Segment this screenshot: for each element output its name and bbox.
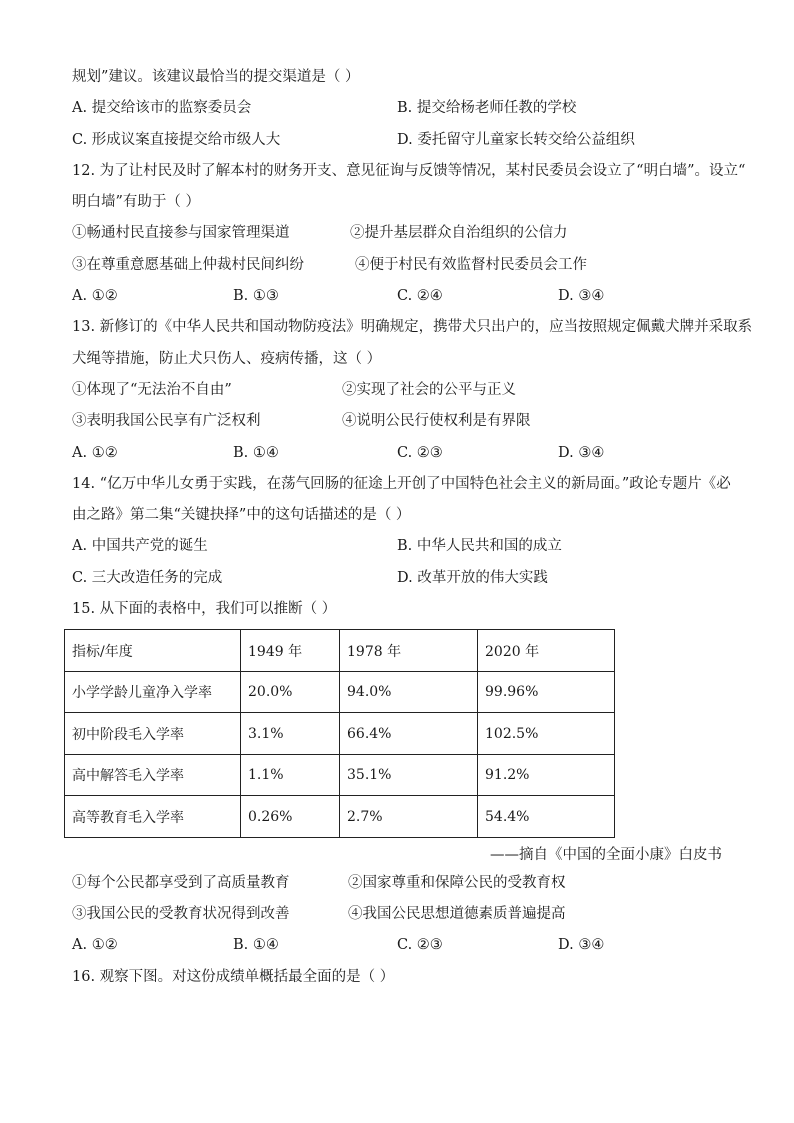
q12-stem-text-2: 明白墙”有助于（ ） [72,194,201,211]
q15-stem [72,594,724,625]
q12-option-a[interactable]: A. ①② [72,288,118,305]
q15-stem-text: 15. 从下面的表格中，我们可以推断（ ） [72,601,337,618]
q14-option-d[interactable]: D. 改革开放的伟大实践 [397,569,548,586]
table-cell: 高等教育毛入学率 [65,796,241,838]
table-cell: 91.2% [478,754,615,796]
q15-statement-3: ③我国公民的受教育状况得到改善 [72,906,290,923]
q15-statement-1: ①每个公民都享受到了高质量教育 [72,874,290,891]
q13-statement-1: ①体现了“无法治不自由” [72,381,232,398]
q13-stem-line2 [72,344,724,375]
q14-stem-line1 [72,469,731,500]
q11-option-b[interactable]: B. 提交给杨老师任教的学校 [397,100,577,117]
q15-options [72,930,724,961]
q14-option-a[interactable]: A. 中国共产党的诞生 [72,538,208,555]
exam-page [72,62,753,993]
q12-statement-2: ②提升基层群众自治组织的公信力 [350,225,568,242]
table-header-row [65,630,615,672]
table-row [65,671,615,713]
q13-options [72,438,724,469]
q15-option-a[interactable]: A. ①② [72,937,118,954]
table-cell: 初中阶段毛入学率 [65,713,241,755]
table-cell: 高中解答毛入学率 [65,754,241,796]
table-header-cell: 指标/年度 [65,630,241,672]
q12-statement-3: ③在尊重意愿基础上仲裁村民间纠纷 [72,256,304,273]
q11-option-d[interactable]: D. 委托留守儿童家长转交给公益组织 [397,131,635,148]
q13-option-a[interactable]: A. ①② [72,444,118,461]
table-cell: 35.1% [340,754,478,796]
q12-option-d[interactable]: D. ③④ [558,288,605,305]
q14-stem-line2 [72,500,724,531]
table-cell: 3.1% [241,713,340,755]
q13-stem-text-2: 犬绳等措施，防止犬只伤人、疫病传播，这（ ） [72,350,382,367]
q11-options-row2 [72,125,724,156]
q14-stem-text-1: 14. “亿万中华儿女勇于实践，在荡气回肠的征途上开创了中国特色社会主义的新局面。”政论专题片《必 [72,475,731,492]
table-cell: 20.0% [241,671,340,713]
q15-option-c[interactable]: C. ②③ [397,937,443,954]
q15-option-b[interactable]: B. ①④ [233,937,279,954]
q15-statement-4: ④我国公民思想道德素质普遍提高 [348,906,566,923]
q13-stem-line1 [72,312,753,343]
table-row [65,754,615,796]
table-source: ——摘自《中国的全面小康》白皮书 [490,846,722,863]
table-header-cell: 1978 年 [340,630,478,672]
q15-statements-row1 [72,868,724,899]
q13-option-d[interactable]: D. ③④ [558,444,605,461]
q12-stem-line1 [72,156,746,187]
q12-statement-1: ①畅通村民直接参与国家管理渠道 [72,225,290,242]
q12-statements-row2 [72,250,724,281]
q15-statements-row2 [72,899,724,930]
q14-stem-text-2: 由之路》第二集“关键抉择”中的这句话描述的是（ ） [72,507,411,524]
q13-stem-text-1: 13. 新修订的《中华人民共和国动物防疫法》明确规定，携带犬只出户的，应当按照规定佩戴犬牌并采取系 [72,319,753,336]
q11-option-c[interactable]: C. 形成议案直接提交给市级人大 [72,131,281,148]
q13-statements-row2 [72,406,724,437]
q12-options [72,281,724,312]
q11-options-row1 [72,93,724,124]
q15-statement-2: ②国家尊重和保障公民的受教育权 [348,874,566,891]
q13-statements-row1 [72,375,724,406]
table-cell: 0.26% [241,796,340,838]
q11-stem-text: 规划”建议。该建议最恰当的提交渠道是（ ） [72,69,360,85]
table-header-cell: 1949 年 [241,630,340,672]
table-cell: 54.4% [478,796,615,838]
table-cell: 102.5% [478,713,615,755]
table-cell: 2.7% [340,796,478,838]
q13-option-b[interactable]: B. ①④ [233,444,279,461]
table-cell: 99.96% [478,671,615,713]
q13-statement-3: ③表明我国公民享有广泛权利 [72,413,261,430]
q12-option-b[interactable]: B. ①③ [233,288,279,305]
table-cell: 94.0% [340,671,478,713]
q12-statements-row1 [72,218,724,249]
q13-statement-4: ④说明公民行使权利是有界限 [342,413,531,430]
q14-options-row1 [72,531,724,562]
q11-stem [72,62,724,93]
table-cell: 小学学龄儿童净入学率 [65,671,241,713]
q14-options-row2 [72,563,724,594]
q12-option-c[interactable]: C. ②④ [397,288,443,305]
q12-stem-line2 [72,187,724,218]
q12-stem-text-1: 12. 为了让村民及时了解本村的财务开支、意见征询与反馈等情况，某村民委员会设立了“明白墙”。设立“ [72,162,746,179]
q13-option-c[interactable]: C. ②③ [397,444,443,461]
table-row [65,713,615,755]
table-header-cell: 2020 年 [478,630,615,672]
q16-stem-text: 16. 观察下图。对这份成绩单概括最全面的是（ ） [72,968,395,985]
table-cell: 1.1% [241,754,340,796]
table-row [65,796,615,838]
q13-statement-2: ②实现了社会的公平与正义 [342,381,516,398]
table-cell: 66.4% [340,713,478,755]
q16-stem [72,962,724,993]
q12-statement-4: ④便于村民有效监督村民委员会工作 [355,256,587,273]
q14-option-b[interactable]: B. 中华人民共和国的成立 [397,538,562,555]
q14-option-c[interactable]: C. 三大改造任务的完成 [72,569,223,586]
q11-option-a[interactable]: A. 提交给该市的监察委员会 [72,100,252,117]
q15-option-d[interactable]: D. ③④ [558,937,605,954]
enrollment-table [64,629,615,838]
